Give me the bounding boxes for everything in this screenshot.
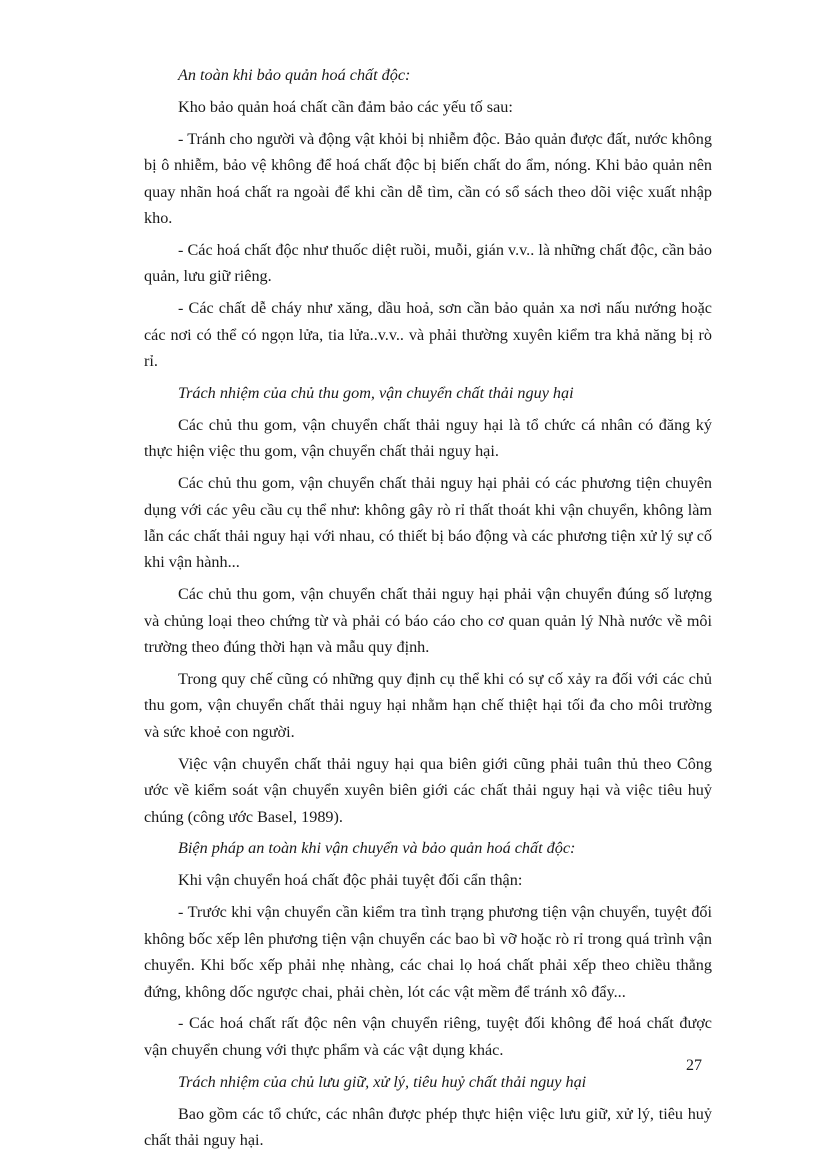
paragraph: - Các hoá chất độc như thuốc diệt ruồi, muỗi, gián v.v.. là những chất độc, cần bảo quản, lưu giữ riêng. bbox=[144, 240, 712, 286]
heading-collector-responsibility: Trách nhiệm của chủ thu gom, vận chuyển chất thải nguy hại bbox=[178, 383, 574, 402]
paragraph: Việc vận chuyển chất thải nguy hại qua biên giới cũng phải tuân thủ theo Công ước về kiểm soát vận chuyển xuyên biên giới các chất thải nguy hại và việc tiêu huỷ chúng (công ước Basel, 1989). bbox=[144, 754, 712, 826]
heading-storage-treatment-responsibility: Trách nhiệm của chủ lưu giữ, xử lý, tiêu huỷ chất thải nguy hại bbox=[178, 1072, 587, 1091]
paragraph: - Các chất dễ cháy như xăng, dầu hoả, sơn cần bảo quản xa nơi nấu nướng hoặc các nơi có thể có ngọn lửa, tia lửa..v.v.. và phải thường xuyên kiểm tra khả năng bị rò rỉ. bbox=[144, 299, 712, 371]
paragraph: Khi vận chuyển hoá chất độc phải tuyệt đối cẩn thận: bbox=[178, 871, 523, 890]
paragraph: Các chủ thu gom, vận chuyển chất thải nguy hại phải vận chuyển đúng số lượng và chủng loại theo chứng từ và phải có báo cáo cho cơ quan quản lý Nhà nước về môi trường theo đúng thời hạn và mẫu quy định. bbox=[144, 585, 712, 657]
heading-safe-storage: An toàn khi bảo quản hoá chất độc: bbox=[178, 66, 411, 84]
paragraph: Các chủ thu gom, vận chuyển chất thải nguy hại phải có các phương tiện chuyên dụng với các yêu cầu cụ thể như: không gây rò rỉ thất thoát khi vận chuyển, không làm lẫn các chất thải nguy hại với nhau, có thiết bị báo động và các phương tiện xử lý sự cố khi vận hành... bbox=[144, 474, 712, 572]
paragraph: Các chủ thu gom, vận chuyển chất thải nguy hại là tổ chức cá nhân có đăng ký thực hiện việc thu gom, vận chuyển chất thải nguy hại. bbox=[144, 415, 712, 461]
paragraph: - Các hoá chất rất độc nên vận chuyển riêng, tuyệt đối không để hoá chất được vận chuyển chung với thực phẩm và các vật dụng khác. bbox=[144, 1014, 712, 1059]
heading-transport-safety: Biện pháp an toàn khi vận chuyển và bảo quản hoá chất độc: bbox=[178, 839, 576, 858]
page-number: 27 bbox=[686, 1057, 702, 1074]
paragraph: - Trước khi vận chuyển cần kiểm tra tình trạng phương tiện vận chuyển, tuyệt đối không bốc xếp lên phương tiện vận chuyển các bao bì vỡ hoặc rò rỉ trong quá trình vận chuyển. Khi bốc xếp phải nhẹ nhàng, các chai lọ hoá chất phải xếp theo chiều thẳng đứng, không dốc ngược chai, phải chèn, lót các vật mềm để tránh xô đẩy... bbox=[144, 903, 712, 1001]
paragraph: Kho bảo quản hoá chất cần đảm bảo các yếu tố sau: bbox=[178, 97, 513, 116]
paragraph: Bao gồm các tổ chức, các nhân được phép thực hiện việc lưu giữ, xử lý, tiêu huỷ chất thải nguy hại. bbox=[144, 1104, 712, 1150]
paragraph: - Tránh cho người và động vật khỏi bị nhiễm độc. Bảo quản được đất, nước không bị ô nhiễm, bảo vệ không để hoá chất độc bị biến chất do ẩm, nóng. Khi bảo quản nên quay nhãn hoá chất ra ngoài để khi cần dễ tìm, cần có sổ sách theo dõi việc xuất nhập kho. bbox=[144, 129, 712, 228]
paragraph: Trong quy chế cũng có những quy định cụ thể khi có sự cố xảy ra đối với các chủ thu gom, vận chuyển chất thải nguy hại nhằm hạn chế thiệt hại tối đa cho môi trường và sức khoẻ con người. bbox=[144, 670, 712, 741]
page-body bbox=[144, 62, 712, 1153]
